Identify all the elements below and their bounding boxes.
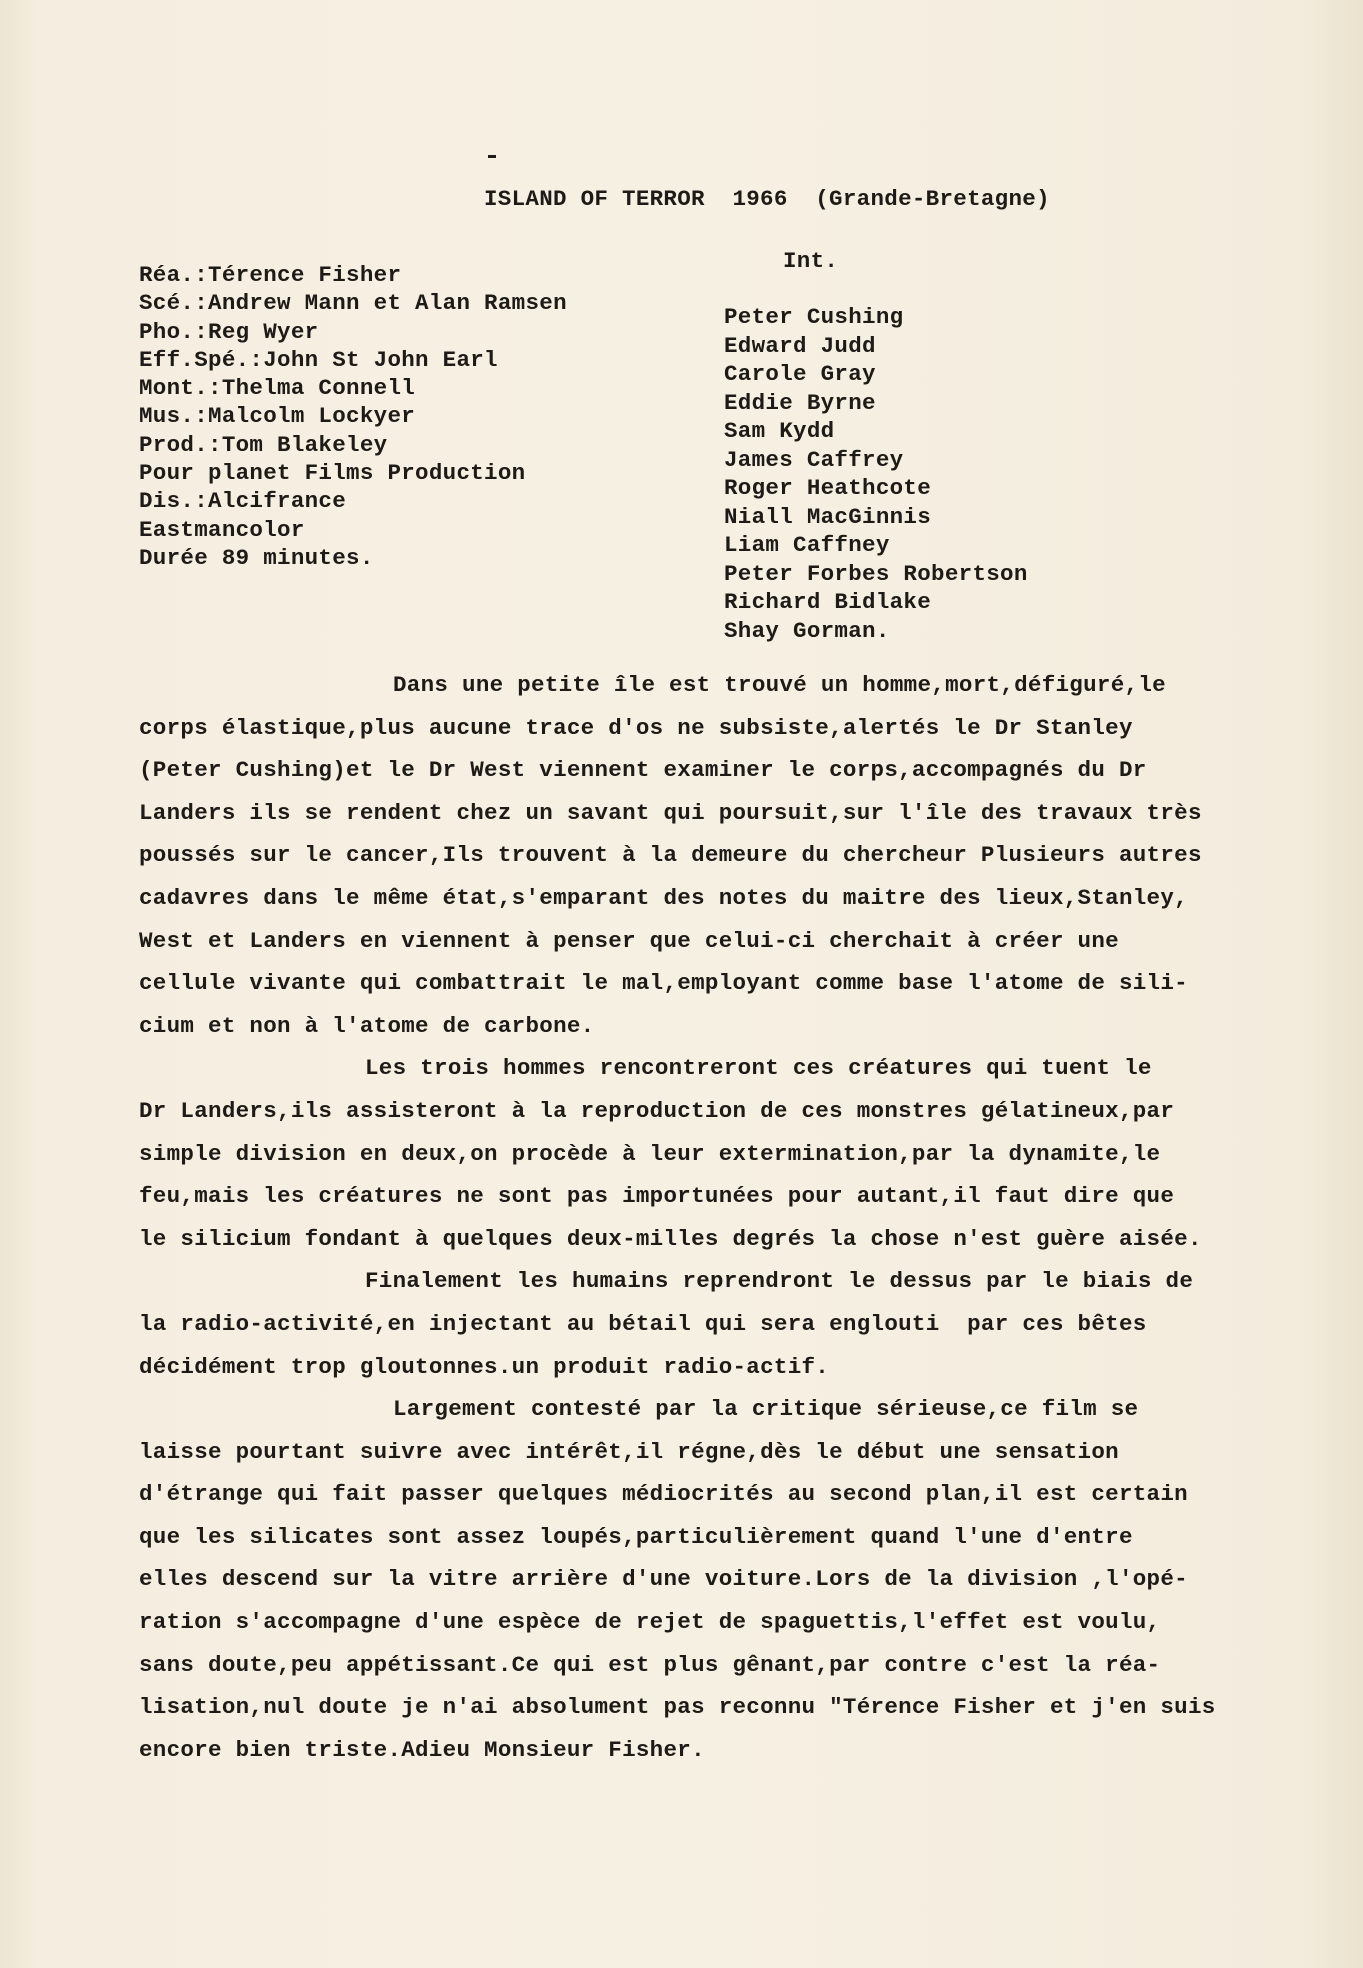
credit-distribution: Dis.:Alcifrance (139, 488, 347, 515)
paragraph-4-line: sans doute,peu appétissant.Ce qui est plus gênant,par contre c'est la réa- (139, 1651, 1161, 1678)
cast-member: Niall MacGinnis (724, 503, 932, 530)
paragraph-1-line: Landers ils se rendent chez un savant qui poursuit,sur l'île des travaux très (139, 799, 1202, 826)
paragraph-1-line: (Peter Cushing)et le Dr West viennent examiner le corps,accompagnés du Dr (139, 757, 1147, 784)
cast-member: Roger Heathcote (724, 475, 932, 501)
cast-list (724, 304, 1284, 646)
paragraph-4-line: encore bien triste.Adieu Monsieur Fisher. (139, 1736, 705, 1763)
credit-photography: Pho.:Reg Wyer (139, 318, 319, 345)
paragraph-2-line: le silicium fondant à quelques deux-milles degrés la chose n'est guère aisée. (139, 1225, 1202, 1252)
paragraph-2-line: Dr Landers,ils assisteront à la reproduction de ces monstres gélatineux,par (139, 1097, 1175, 1124)
credit-special-effects: Eff.Spé.:John St John Earl (139, 346, 498, 373)
cast-member: James Caffrey (724, 446, 904, 473)
credit-editing: Mont.:Thelma Connell (139, 375, 416, 402)
paragraph-2-line: feu,mais les créatures ne sont pas importunées pour autant,il faut dire que (139, 1183, 1175, 1210)
paragraph-4-line: lisation,nul doute je n'ai absolument pas reconnu "Térence Fisher et j'en suis (139, 1694, 1216, 1721)
paragraph-4-line: laisse pourtant suivre avec intérêt,il régne,dès le début une sensation (139, 1438, 1119, 1465)
cast-member: Peter Forbes Robertson (724, 560, 1028, 587)
cast-member: Eddie Byrne (724, 389, 876, 416)
paragraph-4-line: ration s'accompagne d'une espèce de rejet de spaguettis,l'effet est voulu, (139, 1609, 1161, 1636)
paragraph-1-line: poussés sur le cancer,Ils trouvent à la demeure du chercheur Plusieurs autres (139, 842, 1202, 869)
credit-screenplay: Scé.:Andrew Mann et Alan Ramsen (139, 290, 567, 317)
paragraph-1-line: West et Landers en viennent à penser que celui-ci cherchait à créer une (139, 927, 1119, 954)
film-title: ISLAND OF TERROR 1966 (Grande-Bretagne) (484, 186, 1050, 212)
credit-color-process: Eastmancolor (139, 516, 305, 543)
credit-runtime: Durée 89 minutes. (139, 544, 374, 571)
paragraph-3-line: la radio-activité,en injectant au bétail qui sera englouti par ces bêtes (139, 1310, 1147, 1337)
credit-music: Mus.:Malcolm Lockyer (139, 403, 416, 430)
paragraph-4-line: Largement contesté par la critique sérieuse,ce film se (393, 1396, 1139, 1423)
paragraph-4-line: elles descend sur la vitre arrière d'une voiture.Lors de la division ,l'opé- (139, 1566, 1188, 1593)
review-text (139, 672, 1319, 1779)
paragraph-1-line: cadavres dans le même état,s'emparant des notes du maitre des lieux,Stanley, (139, 884, 1188, 911)
credits-block (139, 262, 659, 573)
paragraph-4-line: que les silicates sont assez loupés,particulièrement quand l'une d'entre (139, 1523, 1133, 1550)
cast-member: Edward Judd (724, 332, 876, 359)
credit-director: Réa.:Térence Fisher (139, 262, 402, 288)
credit-production-company: Pour planet Films Production (139, 460, 526, 487)
cast-member: Carole Gray (724, 361, 876, 387)
credit-producer: Prod.:Tom Blakeley (139, 431, 388, 458)
paragraph-1-line: corps élastique,plus aucune trace d'os ne subsiste,alertés le Dr Stanley (139, 714, 1133, 741)
stray-typed-mark (488, 155, 496, 158)
paragraph-1-line: cellule vivante qui combattrait le mal,employant comme base l'atome de sili- (139, 970, 1188, 997)
paragraph-1-line: cium et non à l'atome de carbone. (139, 1012, 595, 1039)
cast-member: Liam Caffney (724, 532, 890, 558)
paragraph-1-line: Dans une petite île est trouvé un homme,mort,défiguré,le (393, 672, 1166, 698)
paragraph-2-line: simple division en deux,on procède à leur extermination,par la dynamite,le (139, 1140, 1161, 1167)
cast-member: Shay Gorman. (724, 617, 890, 644)
cast-heading: Int. (783, 248, 839, 274)
cast-member: Peter Cushing (724, 304, 904, 330)
paragraph-2-line: Les trois hommes rencontreront ces créatures qui tuent le (365, 1055, 1152, 1082)
cast-member: Richard Bidlake (724, 589, 932, 615)
paragraph-4-line: d'étrange qui fait passer quelques médiocrités au second plan,il est certain (139, 1481, 1188, 1508)
paragraph-3-line: Finalement les humains reprendront le dessus par le biais de (365, 1268, 1194, 1295)
paragraph-3-line: décidément trop gloutonnes.un produit radio-actif. (139, 1353, 830, 1380)
cast-member: Sam Kydd (724, 418, 835, 444)
